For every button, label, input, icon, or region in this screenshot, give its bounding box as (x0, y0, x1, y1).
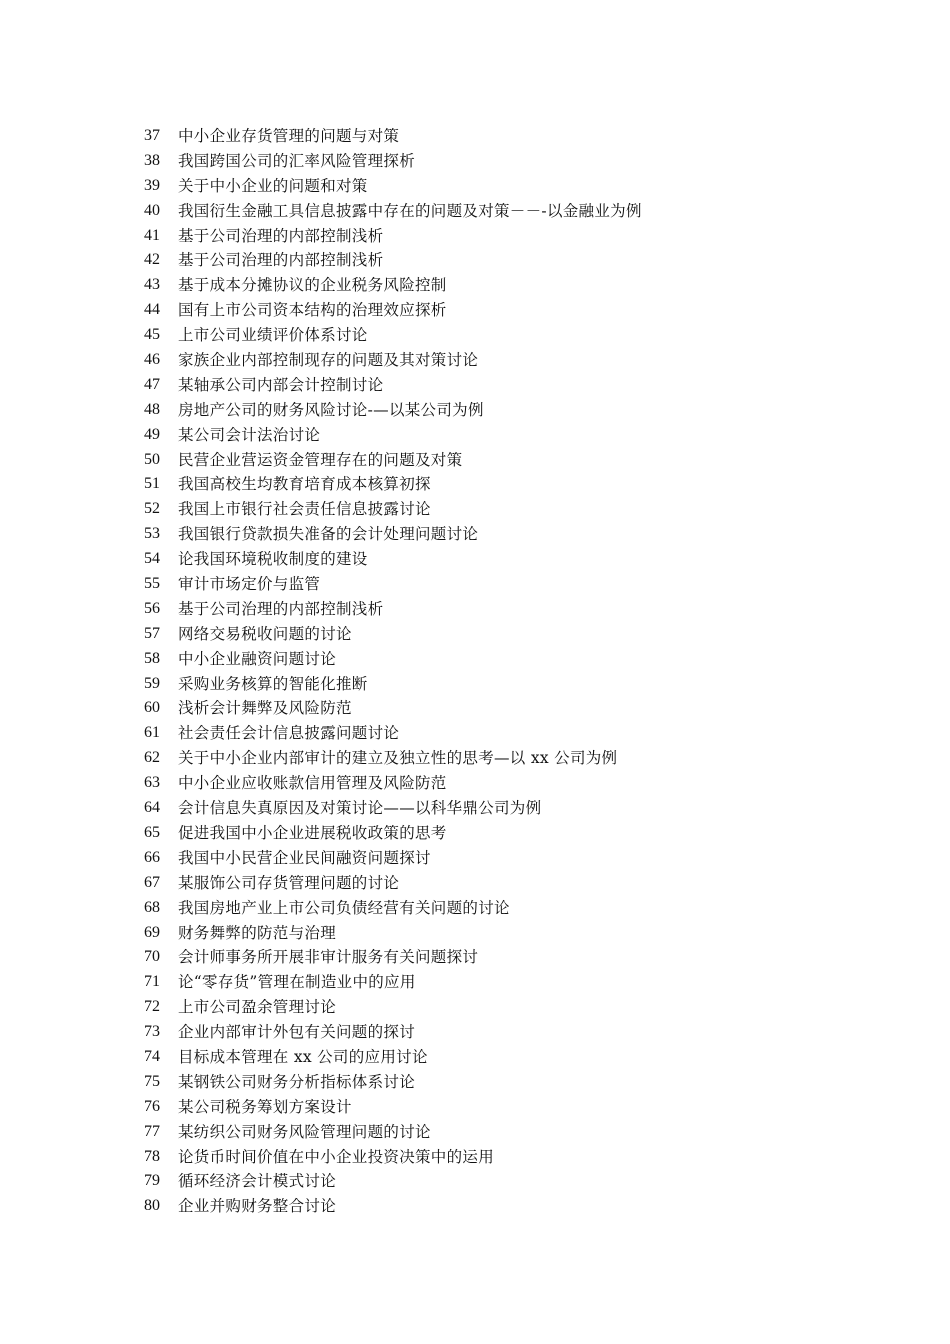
list-item (144, 248, 904, 273)
list-item (144, 497, 904, 522)
topic-title: 基于成本分摊协议的企业税务风险控制 (178, 276, 447, 295)
list-item (144, 373, 904, 398)
list-item (144, 149, 904, 174)
list-item (144, 696, 904, 721)
topic-number: 55 (144, 575, 160, 593)
list-item (144, 273, 904, 298)
topic-title: 论我国环境税收制度的建设 (178, 550, 368, 569)
topic-title: 我国房地产业上市公司负债经营有关问题的讨论 (178, 898, 510, 917)
topic-number: 38 (144, 151, 160, 169)
topic-number: 52 (144, 500, 160, 518)
topic-title: 关于中小企业的问题和对策 (178, 176, 368, 195)
list-item (144, 1145, 904, 1170)
list-item (144, 199, 904, 224)
topic-title: 某公司会计法治讨论 (178, 425, 321, 444)
list-item (144, 472, 904, 497)
list-item (144, 597, 904, 622)
topic-number: 39 (144, 176, 160, 194)
topic-number: 67 (144, 873, 160, 891)
list-item (144, 224, 904, 249)
topic-title: 家族企业内部控制现存的问题及其对策讨论 (178, 351, 479, 370)
topic-title: 中小企业融资问题讨论 (178, 649, 337, 668)
topic-number: 71 (144, 973, 160, 991)
list-item (144, 821, 904, 846)
topic-title: 某公司税务筹划方案设计 (178, 1097, 352, 1116)
list-item (144, 1194, 904, 1219)
topic-number: 77 (144, 1122, 160, 1140)
topic-number: 44 (144, 301, 160, 319)
list-item (144, 647, 904, 672)
topic-number: 80 (144, 1197, 160, 1215)
topic-title: 网络交易税收问题的讨论 (178, 624, 352, 643)
list-item (144, 896, 904, 921)
topic-number: 45 (144, 326, 160, 344)
topic-number: 64 (144, 799, 160, 817)
topic-title: 企业并购财务整合讨论 (178, 1197, 337, 1216)
list-item (144, 572, 904, 597)
topic-number: 40 (144, 201, 160, 219)
list-item (144, 124, 904, 149)
topic-number: 73 (144, 1023, 160, 1041)
topic-title: 上市公司盈余管理讨论 (178, 998, 337, 1017)
topic-number: 70 (144, 948, 160, 966)
topic-title: 某钢铁公司财务分析指标体系讨论 (178, 1072, 416, 1091)
topic-title: 国有上市公司资本结构的治理效应探析 (178, 301, 447, 320)
topic-number: 75 (144, 1072, 160, 1090)
topic-number: 69 (144, 923, 160, 941)
list-item (144, 846, 904, 871)
topic-number: 50 (144, 450, 160, 468)
list-item (144, 522, 904, 547)
topic-title: 我国跨国公司的汇率风险管理探析 (178, 151, 416, 170)
topic-title: 房地产公司的财务风险讨论-—以某公司为例 (178, 400, 484, 419)
topic-number: 66 (144, 848, 160, 866)
topic-number: 42 (144, 251, 160, 269)
list-item (144, 796, 904, 821)
list-item (144, 398, 904, 423)
topic-title: 某轴承公司内部会计控制讨论 (178, 375, 384, 394)
topic-title: 我国高校生均教育培育成本核算初探 (178, 475, 431, 494)
topic-title: 论货币时间价值在中小企业投资决策中的运用 (178, 1147, 495, 1166)
topic-number: 76 (144, 1097, 160, 1115)
list-item (144, 1095, 904, 1120)
topic-title: 会计信息失真原因及对策讨论——以科华鼎公司为例 (178, 799, 542, 818)
topic-number: 59 (144, 674, 160, 692)
list-item (144, 348, 904, 373)
topic-number: 46 (144, 351, 160, 369)
topic-title: 基于公司治理的内部控制浅析 (178, 251, 384, 270)
list-item (144, 871, 904, 896)
topic-number: 54 (144, 550, 160, 568)
topic-number: 41 (144, 226, 160, 244)
topic-number: 58 (144, 649, 160, 667)
topic-number: 56 (144, 599, 160, 617)
topic-title: 某服饰公司存货管理问题的讨论 (178, 873, 400, 892)
list-item (144, 174, 904, 199)
topic-number: 49 (144, 425, 160, 443)
topic-number: 72 (144, 998, 160, 1016)
list-item (144, 547, 904, 572)
topic-number: 47 (144, 375, 160, 393)
topic-title: 循环经济会计模式讨论 (178, 1172, 337, 1191)
list-item (144, 746, 904, 771)
list-item (144, 771, 904, 796)
topic-number: 74 (144, 1047, 160, 1065)
topic-title: 社会责任会计信息披露问题讨论 (178, 724, 400, 743)
topic-title: 基于公司治理的内部控制浅析 (178, 599, 384, 618)
topic-number: 79 (144, 1172, 160, 1190)
list-item (144, 1020, 904, 1045)
list-item (144, 448, 904, 473)
list-item (144, 423, 904, 448)
list-item (144, 945, 904, 970)
topic-title: 会计师事务所开展非审计服务有关问题探讨 (178, 948, 479, 967)
topic-number: 63 (144, 774, 160, 792)
list-item (144, 721, 904, 746)
topic-title: 我国中小民营企业民间融资问题探讨 (178, 848, 431, 867)
topic-title: 目标成本管理在 xx 公司的应用讨论 (178, 1047, 428, 1066)
topic-title: 我国上市银行社会责任信息披露讨论 (178, 500, 431, 519)
topic-title: 企业内部审计外包有关问题的探讨 (178, 1023, 416, 1042)
list-item (144, 672, 904, 697)
list-item (144, 970, 904, 995)
topic-title: 审计市场定价与监管 (178, 575, 321, 594)
topic-number: 51 (144, 475, 160, 493)
topic-number: 37 (144, 127, 160, 144)
topic-title: 我国衍生金融工具信息披露中存在的问题及对策－－-以金融业为例 (178, 201, 642, 220)
topic-title: 我国银行贷款损失准备的会计处理问题讨论 (178, 525, 479, 544)
topic-number: 48 (144, 400, 160, 418)
topic-title: 中小企业存货管理的问题与对策 (178, 127, 400, 145)
topic-list (144, 124, 904, 1219)
topic-number: 68 (144, 898, 160, 916)
topic-number: 61 (144, 724, 160, 742)
list-item (144, 995, 904, 1020)
topic-number: 65 (144, 823, 160, 841)
topic-number: 57 (144, 624, 160, 642)
topic-title: 采购业务核算的智能化推断 (178, 674, 368, 693)
topic-title: 论“零存货”管理在制造业中的应用 (178, 973, 416, 992)
topic-title: 中小企业应收账款信用管理及风险防范 (178, 774, 447, 793)
topic-number: 53 (144, 525, 160, 543)
topic-number: 43 (144, 276, 160, 294)
list-item (144, 1120, 904, 1145)
list-item (144, 1045, 904, 1070)
topic-title: 某纺织公司财务风险管理问题的讨论 (178, 1122, 431, 1141)
list-item (144, 298, 904, 323)
topic-title: 促进我国中小企业进展税收政策的思考 (178, 823, 447, 842)
topic-title: 民营企业营运资金管理存在的问题及对策 (178, 450, 463, 469)
list-item (144, 921, 904, 946)
list-item (144, 323, 904, 348)
topic-number: 62 (144, 749, 160, 767)
topic-title: 基于公司治理的内部控制浅析 (178, 226, 384, 245)
topic-title: 财务舞弊的防范与治理 (178, 923, 337, 942)
topic-number: 78 (144, 1147, 160, 1165)
topic-number: 60 (144, 699, 160, 717)
list-item (144, 1070, 904, 1095)
topic-title: 上市公司业绩评价体系讨论 (178, 326, 368, 345)
list-item (144, 622, 904, 647)
list-item (144, 1169, 904, 1194)
topic-title: 关于中小企业内部审计的建立及独立性的思考—以 xx 公司为例 (178, 749, 618, 768)
topic-title: 浅析会计舞弊及风险防范 (178, 699, 352, 718)
